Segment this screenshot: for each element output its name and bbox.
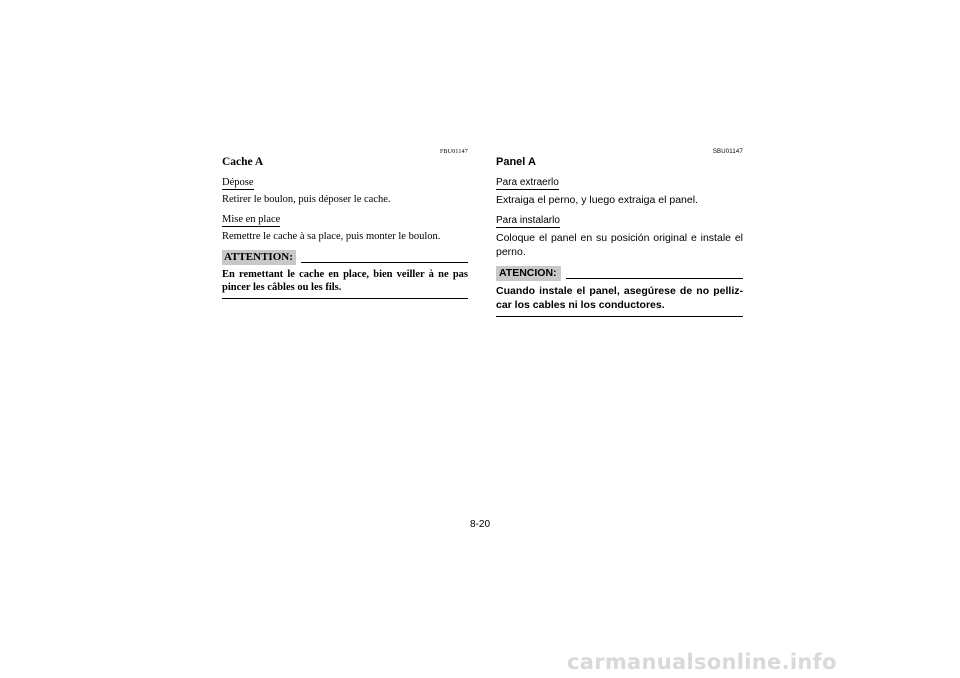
warning-rule [301,262,468,263]
install-heading: Mise en place [222,214,281,225]
section-title: Panel A [496,156,536,168]
warning-rule [566,278,743,279]
spanish-column [496,148,743,317]
warning-header [496,266,743,281]
watermark-text: carmanualsonline.info [567,650,837,674]
warning-text: En remettant le cache en place, bien veiller à ne pas pincer les câbles ou les fils. [222,269,468,293]
install-text: Remettre le cache à sa place, puis monter le boulon. [222,231,441,242]
warning-end-rule [222,298,468,299]
warning-end-rule [496,316,743,317]
removal-text: Extraiga el perno, y luego extraiga el panel. [496,194,698,206]
install-text: Coloque el panel en su posición original e instale el perno. [496,232,743,258]
removal-text: Retirer le boulon, puis déposer le cache. [222,194,391,205]
warning-text: Cuando instale el panel, asegúrese de no pelliz-car los cables ni los conductores. [496,285,743,311]
french-column [222,148,468,299]
section-code: SBU01147 [712,149,743,155]
warning-label: ATENCION: [496,266,561,281]
page-number: 8-20 [469,519,490,530]
install-heading: Para instalarlo [496,215,560,226]
section-title: Cache A [222,156,264,168]
removal-heading: Para extraerlo [496,177,559,188]
section-code: FBU01147 [439,149,468,155]
removal-heading: Dépose [222,177,254,188]
warning-header [222,250,468,265]
warning-label: ATTENTION: [222,250,296,265]
